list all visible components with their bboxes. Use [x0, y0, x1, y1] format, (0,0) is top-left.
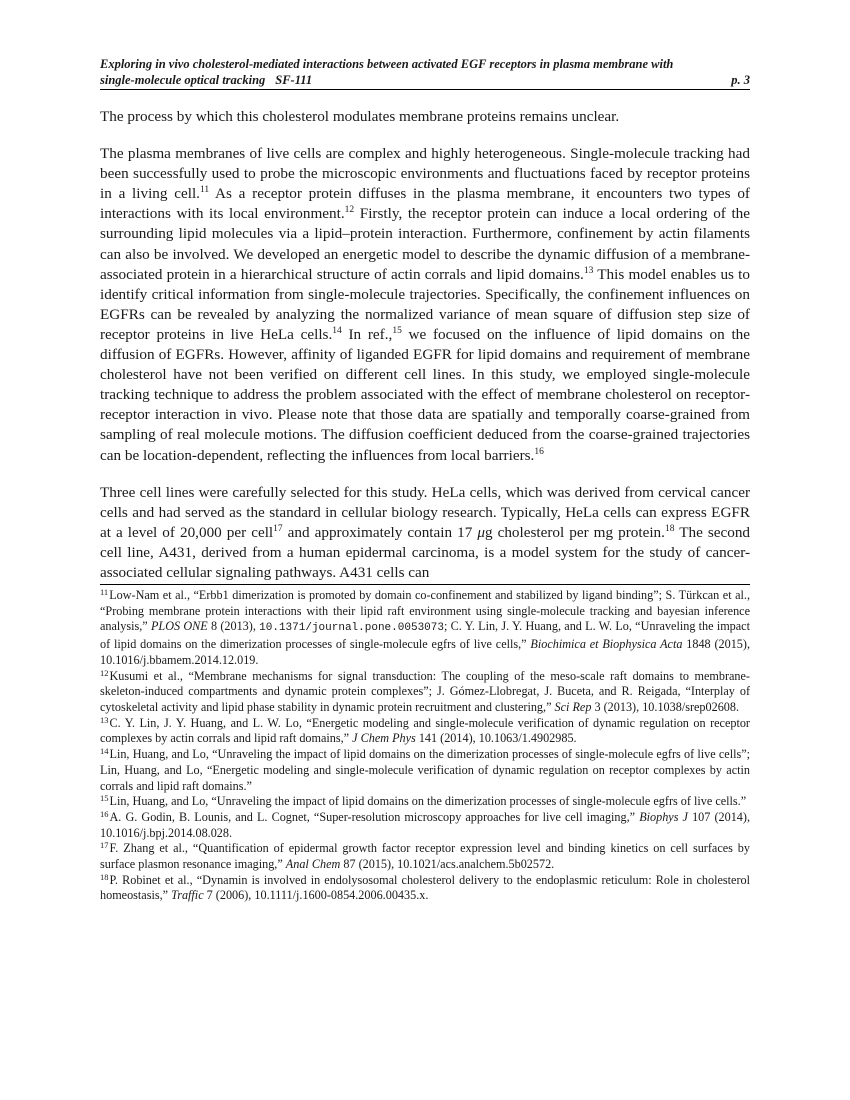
paragraph-2 [100, 144, 750, 466]
p3-text-3: g cholesterol per mg protein. [484, 523, 665, 541]
footnote-text: Kusumi et al., “Membrane mechanisms for signal transduction: The coupling of the meso-scale raft domains to membrane-skeleton-induced compartments and dynamic protein complexes”; J. Gómez-Llobregat, J. Buceta, and R. Reigada, “Interplay of cytoskeletal activity and lipid phase stability in dynamic protein recruitment and clustering,” [100, 668, 750, 714]
citation-ref-11[interactable]: 11 [199, 185, 210, 196]
footnote-13 [100, 716, 750, 747]
footnote-15 [100, 794, 750, 810]
p2-text-6: we focused on the influence of lipid domains on the diffusion of EGFRs. However, affinity of liganded EGFR for lipid domains and requirement of membrane cholesterol have not been verified on different cell lines. In this study, we employed single-molecule tracking technique to address the problem associated with the effect of membrane cholesterol on receptor-receptor interaction in vivo. Please note that those data are spatially and temporally coarse-grained from sampling of real molecule motions. The diffusion coefficient deduced from the coarse-grained trajectories can be location-dependent, reflecting the influences from local barriers. [100, 325, 750, 464]
journal-name: Biophys J [639, 809, 688, 824]
p3-text-4: The second cell line, A431, derived from a human epidermal carcinoma, is a model system for the study of cancer-associated cellular signaling pathways. A431 cells can [100, 523, 751, 581]
footnote-text: 107 (2014), 10.1016/j.bpj.2014.08.028. [100, 809, 750, 840]
citation-ref-15[interactable]: 15 [392, 325, 402, 336]
footnote-text: ; C. Y. Lin, J. Y. Huang, and L. W. Lo, “Unraveling the impact of lipid domains on the dimerization processes of single-molecule egfrs of live cells,” [100, 619, 750, 652]
footnote-number: 17 [100, 840, 109, 851]
citation-ref-16[interactable]: 16 [534, 446, 544, 457]
footnote-17 [100, 841, 750, 872]
footnote-text: 8 (2013), [207, 619, 260, 634]
footnote-number: 16 [100, 808, 109, 819]
footnote-11 [100, 588, 750, 669]
p3-text-1: Three cell lines were carefully selected for this study. HeLa cells, which was derived from cervical cancer cells and had served as the standard in cellular biology research. Typically, HeLa cells can express EGFR at a level of 20,000 per cell [100, 483, 750, 541]
paper-page [100, 56, 750, 904]
footnote-text: A. G. Godin, B. Lounis, and L. Cognet, “Super-resolution microscopy approaches for live cell imaging,” [109, 809, 640, 824]
citation-ref-13[interactable]: 13 [583, 265, 594, 276]
journal-name: Biochimica et Biophysica Acta [530, 637, 683, 652]
footnote-number: 15 [100, 793, 109, 804]
p2-text-1: The plasma membranes of live cells are complex and highly heterogeneous. Single-molecule tracking had been successfully used to probe the microscopic environments and fluctuations faced by receptor proteins in a living cell. [100, 145, 750, 203]
header-title-line1: Exploring in vivo cholesterol-mediated interactions between activated EGF receptors in plasma membrane with [100, 57, 674, 71]
footnote-text: 141 (2014), 10.1063/1.4902985. [415, 731, 577, 746]
footnote-16 [100, 810, 750, 841]
footnote-text: 7 (2006), 10.1111/j.1600-0854.2006.00435.x. [203, 888, 429, 903]
p2-text-3: Firstly, the receptor protein can induce a local ordering of the surrounding lipid molecules via a lipid–protein interaction. Furthermore, confinement by actin filaments can also be involved. We developed an energetic model to describe the dynamic diffusion of a membrane-associated protein in a hierarchical structure of actin corrals and lipid domains. [100, 205, 751, 283]
journal-name: J Chem Phys [352, 731, 416, 746]
body-text [100, 107, 750, 583]
footnote-text: F. Zhang et al., “Quantification of epidermal growth factor receptor expression level and binding kinetics on cell surfaces by surface plasmon resonance imaging,” [100, 841, 750, 872]
footnote-text: Lin, Huang, and Lo, “Unraveling the impact of lipid domains on the dimerization processes of single-molecule egfrs of live cells.” [109, 794, 747, 809]
p2-text-5: In ref., [341, 325, 393, 343]
footnotes [100, 588, 750, 904]
footnote-text: Lin, Huang, and Lo, “Unraveling the impact of lipid domains on the dimerization processes of single-molecule egfrs of live cells”; Lin, Huang, and Lo, “Energetic modeling and single-molecule verification of dynamic regulation on receptor complexes by actin corrals and lipid raft domains.” [100, 747, 750, 793]
header-title-line2 [100, 72, 312, 88]
footnote-text: 3 (2013), 10.1038/srep02608. [591, 699, 740, 714]
citation-ref-14[interactable]: 14 [332, 325, 342, 336]
journal-name: Anal Chem [285, 857, 341, 872]
mu-symbol: μ [477, 523, 485, 541]
paragraph-3 [100, 483, 750, 583]
header-paper-code: SF-111 [275, 73, 313, 87]
footnote-text: P. Robinet et al., “Dynamin is involved in endolysosomal cholesterol delivery to the endoplasmic reticulum: Role in cholesterol homeostasis,” [100, 872, 750, 903]
footnote-number: 18 [100, 871, 109, 882]
journal-name: Sci Rep [554, 699, 592, 714]
footnote-text: 87 (2015), 10.1021/acs.analchem.5b02572. [340, 857, 555, 872]
footnote-text: Low-Nam et al., “Erbb1 dimerization is promoted by domain co-confinement and stabilized by ligand binding”; S. Türkcan et al., “Probing membrane protein interactions with their lipid raft environment using single-molecule tracking and bayesian inference analysis,” [100, 588, 750, 634]
p2-text-2: As a receptor protein diffuses in the plasma membrane, it encounters two types of interactions with its local environment. [100, 185, 750, 223]
paragraph-1: The process by which this cholesterol modulates membrane proteins remains unclear. [100, 108, 620, 125]
citation-ref-17[interactable]: 17 [273, 523, 283, 534]
footnote-14 [100, 747, 750, 794]
footnote-18 [100, 873, 750, 904]
doi-link[interactable]: 10.1371/journal.pone.0053073 [259, 622, 444, 635]
p3-text-2: and approximately contain 17 [282, 523, 478, 541]
journal-name: PLOS ONE [150, 619, 208, 634]
footnote-text: 1848 (2015), 10.1016/j.bbamem.2014.12.019. [100, 637, 750, 667]
footnote-number: 11 [100, 587, 109, 598]
header-title-tail: single-molecule optical tracking [100, 73, 266, 87]
header-page-number: p. 3 [731, 73, 750, 87]
footnote-12 [100, 669, 750, 716]
p2-text-4: This model enables us to identify critical information from single-molecule trajectories. Specifically, the confinement influences on EGFRs can be revealed by analyzing the normalized variance of mean square of diffusion step size of receptor proteins in live HeLa cells. [100, 265, 750, 343]
journal-name: Traffic [171, 888, 204, 903]
citation-ref-18[interactable]: 18 [664, 523, 675, 534]
footnote-rule [100, 584, 750, 585]
footnote-text: C. Y. Lin, J. Y. Huang, and L. W. Lo, “Energetic modeling and single-molecule verification of dynamic regulation on receptor complexes by actin corrals and lipid raft domains,” [100, 715, 750, 746]
footnote-number: 14 [100, 746, 109, 757]
footnote-number: 13 [100, 714, 109, 725]
footnote-number: 12 [100, 667, 109, 678]
running-header [100, 56, 750, 90]
citation-ref-12[interactable]: 12 [344, 205, 355, 216]
